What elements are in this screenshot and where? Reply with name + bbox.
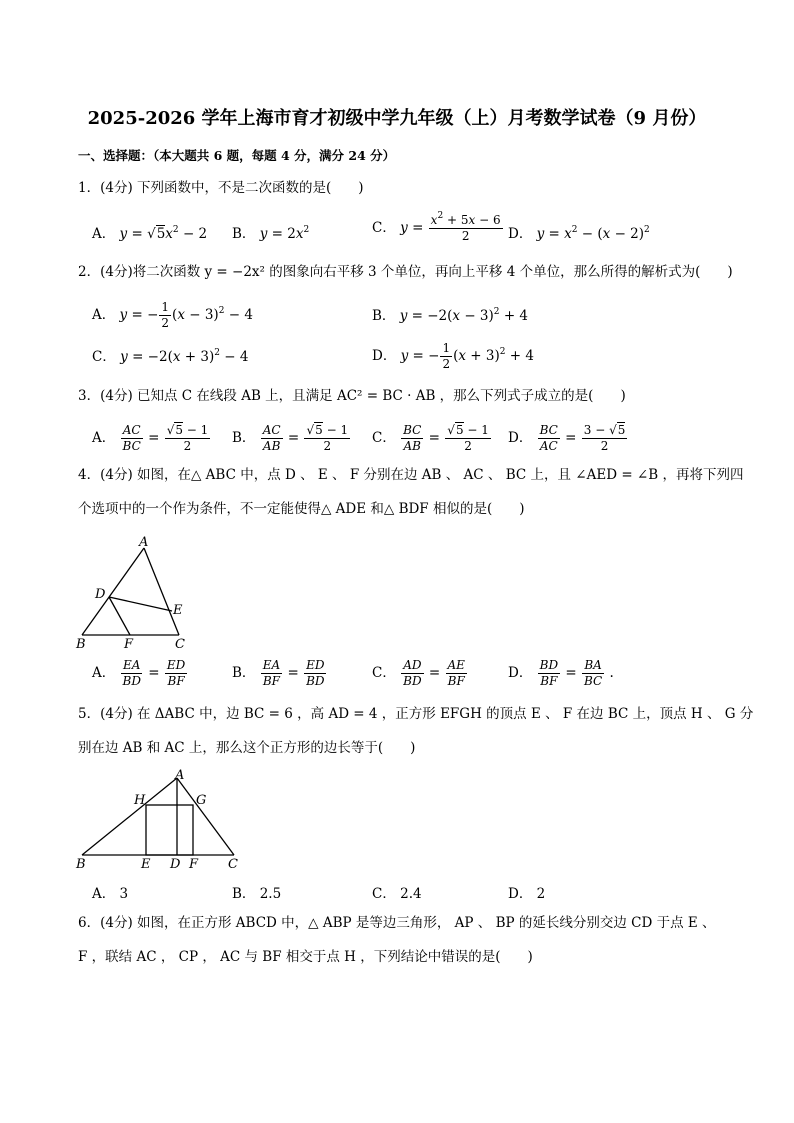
q5-option-a[interactable] xyxy=(92,882,128,902)
q3-option-a-formula: $\frac{AC}{BC}$ = $\frac{√5 - 1}{2}$ xyxy=(122,423,209,453)
q4-option-a-formula: $\frac{EA}{BD}$ = $\frac{ED}{BF}$ xyxy=(122,658,186,688)
option-label: B． xyxy=(232,886,256,902)
option-label: C． xyxy=(372,430,396,446)
q4-option-c[interactable] xyxy=(372,658,468,689)
q5-label-b: B xyxy=(76,857,86,872)
option-label: C． xyxy=(372,220,396,236)
q4-option-c-formula: $\frac{AD}{BD}$ = $\frac{AE}{BF}$ xyxy=(403,658,465,688)
q3-option-d-formula: $\frac{BC}{AC}$ = $\frac{3 - √5}{2}$ xyxy=(539,423,626,453)
q5-label-d: D xyxy=(170,857,181,872)
option-label: D． xyxy=(508,226,533,242)
q5-option-c[interactable] xyxy=(372,882,422,902)
q2-option-d[interactable] xyxy=(372,341,534,372)
option-label: A． xyxy=(92,226,116,242)
option-label: D． xyxy=(508,886,533,902)
question-5-stem-line-2: 别在边 AB 和 AC 上，那么这个正方形的边长等于( ) xyxy=(78,740,416,756)
q3-option-a[interactable] xyxy=(92,423,211,454)
q5-label-e: E xyxy=(141,857,151,872)
q1-option-a-formula: $y = √5x^2 - 2$ xyxy=(119,225,208,242)
q5-label-f: F xyxy=(189,857,199,872)
page-title: 2025-2026 学年上海市育才初级中学九年级（上）月考数学试卷（9 月份） xyxy=(87,108,707,129)
option-label: A． xyxy=(92,886,116,902)
q3-option-b-formula: $\frac{AC}{AB}$ = $\frac{√5 - 1}{2}$ xyxy=(262,423,349,453)
q2-option-b[interactable] xyxy=(372,304,528,324)
question-4-stem-line-2: 个选项中的一个作为条件，不一定能使得△ ADE 和△ BDF 相似的是( ) xyxy=(78,501,525,517)
option-value: 2.5 xyxy=(259,886,282,902)
option-label: B． xyxy=(232,430,256,446)
q1-option-d[interactable] xyxy=(508,222,650,242)
question-1-stem: 1．(4分) 下列函数中，不是二次函数的是( ) xyxy=(78,180,364,196)
q4-option-b[interactable] xyxy=(232,658,328,689)
q1-option-d-formula: $y = x^2 - (x - 2)^2$ xyxy=(536,225,650,242)
q4-option-d-formula: $\frac{BD}{BF}$ = $\frac{BA}{BC}$ . xyxy=(539,658,614,688)
q5-label-a: A xyxy=(175,768,185,783)
option-value: 3 xyxy=(119,886,129,902)
q4-label-b: B xyxy=(76,637,86,652)
question-6-stem-line-1: 6．(4分) 如图，在正方形 ABCD 中，△ ABP 是等边三角形， AP 、 BP 的延长线分别交边 CD 于点 E 、 xyxy=(78,915,716,931)
q4-label-e: E xyxy=(173,603,183,618)
question-5-stem-line-1: 5．(4分) 在 ΔABC 中，边 BC = 6 ，高 AD = 4 ，正方形 EFGH 的顶点 E 、 F 在边 BC 上，顶点 H 、 G 分 xyxy=(78,706,754,722)
q4-label-c: C xyxy=(175,637,185,652)
question-6-stem-line-2: F ，联结 AC ， CP ， AC 与 BF 相交于点 H ，下列结论中错误的是( ) xyxy=(78,949,533,965)
option-label: A． xyxy=(92,307,116,323)
q4-option-b-formula: $\frac{EA}{BF}$ = $\frac{ED}{BD}$ xyxy=(262,658,325,688)
option-label: C． xyxy=(372,886,396,902)
option-label: C． xyxy=(92,349,116,365)
q4-option-a[interactable] xyxy=(92,658,188,689)
q5-label-c: C xyxy=(228,857,238,872)
q4-label-d: D xyxy=(95,587,106,602)
q1-option-c[interactable] xyxy=(372,213,504,244)
q3-option-c[interactable] xyxy=(372,423,492,454)
section-heading: 一、选择题：（本大题共 6 题，每题 4 分，满分 24 分） xyxy=(78,148,396,163)
q2-option-c[interactable] xyxy=(92,345,248,365)
option-label: C． xyxy=(372,665,396,681)
q1-option-b-formula: $y = 2x^2$ xyxy=(259,225,310,242)
q5-label-h: H xyxy=(134,793,146,808)
q2-option-b-formula: $y = -2(x - 3)^2 + 4$ xyxy=(399,307,529,324)
q1-option-a[interactable] xyxy=(92,222,207,242)
question-2-stem: 2．(4分)将二次函数 y = −2x² 的图象向右平移 3 个单位，再向上平移 4 个单位，那么所得的解析式为( ) xyxy=(78,264,733,280)
q5-square-in-triangle-figure xyxy=(72,768,252,874)
q4-triangle-figure xyxy=(72,536,202,652)
q1-option-b[interactable] xyxy=(232,222,309,242)
q5-option-b[interactable] xyxy=(232,882,281,902)
option-value: 2.4 xyxy=(400,886,422,902)
q5-option-d[interactable] xyxy=(508,882,545,902)
q2-option-c-formula: $y = -2(x + 3)^2 - 4$ xyxy=(120,348,249,365)
question-3-stem: 3．(4分) 已知点 C 在线段 AB 上，且满足 AC² = BC · AB ，那么下列式子成立的是( ) xyxy=(78,388,626,404)
q3-option-c-formula: $\frac{BC}{AB}$ = $\frac{√5 - 1}{2}$ xyxy=(403,423,489,453)
q2-option-a-formula: y = − $\frac{1}{2}$ $(x - 3)^2 - 4$ xyxy=(119,300,253,330)
option-label: A． xyxy=(92,430,116,446)
option-label: B． xyxy=(232,665,256,681)
option-label: B． xyxy=(232,226,256,242)
option-label: D． xyxy=(508,665,533,681)
option-label: D． xyxy=(372,348,397,364)
q3-option-b[interactable] xyxy=(232,423,351,454)
option-label: D． xyxy=(508,430,533,446)
option-label: B． xyxy=(372,308,396,324)
question-4-stem-line-1: 4．(4分) 如图，在△ ABC 中，点 D 、 E 、 F 分别在边 AB 、 AC 、 BC 上，且 ∠AED = ∠B ，再将下列四 xyxy=(78,467,744,483)
option-label: A． xyxy=(92,665,116,681)
q3-option-d[interactable] xyxy=(508,423,628,454)
q2-option-d-formula: y = − $\frac{1}{2}$ $(x + 3)^2 + 4$ xyxy=(400,341,534,371)
q2-option-a[interactable] xyxy=(92,300,253,331)
q4-label-f: F xyxy=(124,637,134,652)
q4-label-a: A xyxy=(139,536,149,550)
option-value: 2 xyxy=(536,886,546,902)
q1-option-c-formula: y = $\frac{x^2 + 5x - 6}{2}$ xyxy=(400,211,501,243)
q4-option-d[interactable] xyxy=(508,658,614,689)
q5-label-g: G xyxy=(196,793,207,808)
